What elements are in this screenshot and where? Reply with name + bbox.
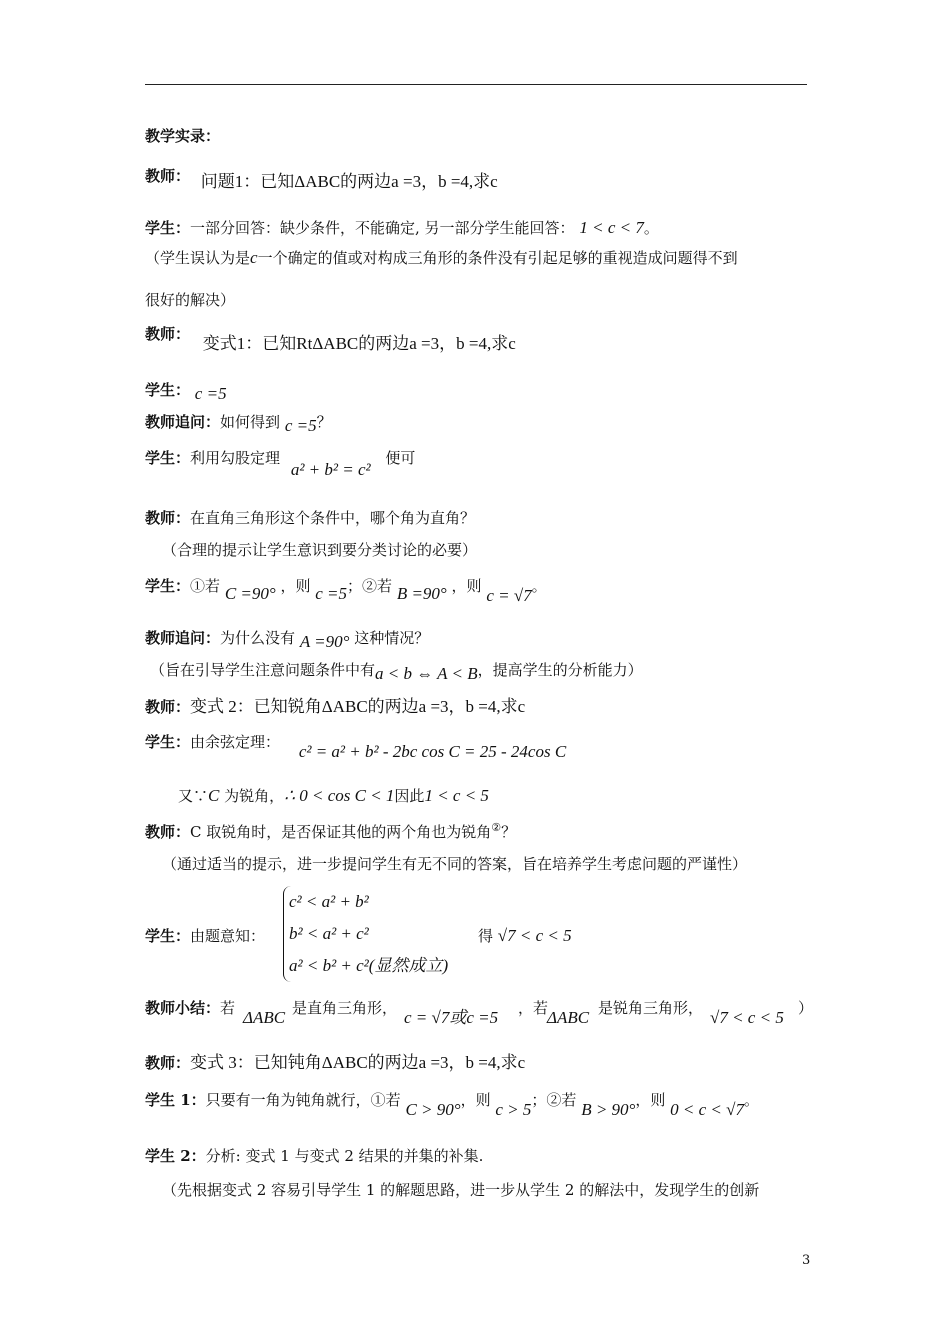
math-inline: a < b ⇔ A < B bbox=[375, 664, 478, 683]
math-text: 问题1：已知ΔABC的两边a =3，b =4,求c bbox=[200, 172, 498, 191]
speaker-label: 学生： bbox=[145, 927, 191, 945]
paragraph-6 bbox=[145, 380, 227, 403]
math-text: 变式 3：已知钝角ΔABC的两边a =3，b =4,求c bbox=[190, 1053, 526, 1072]
body-text: ，则 bbox=[451, 577, 482, 595]
paragraph-18: （通过适当的提示，进一步提问学生有无不同的答案，旨在培养学生考虑问题的严谨性） bbox=[162, 855, 748, 873]
body-text: 。 bbox=[531, 577, 547, 595]
paragraph-1 bbox=[145, 166, 498, 191]
math-inline: C bbox=[208, 786, 220, 805]
paragraph-5 bbox=[145, 324, 516, 353]
math-inline: 1 < c < 7 bbox=[579, 218, 644, 237]
paragraph-17 bbox=[145, 822, 516, 842]
paragraph-9 bbox=[145, 508, 475, 528]
speaker-label: 教师： bbox=[145, 698, 191, 716]
math-inline: c bbox=[250, 248, 258, 267]
speaker-label: 教师： bbox=[145, 167, 191, 185]
math-inline: a² + b² = c² bbox=[290, 460, 371, 479]
inequality-3: a² < b² + c²(显然成立) bbox=[289, 956, 449, 975]
math-inline: 0 < c < √7 bbox=[670, 1100, 744, 1119]
page-number: 3 bbox=[802, 1253, 811, 1268]
body-text: ，则 bbox=[635, 1091, 666, 1109]
section-heading: 教学实录： bbox=[145, 127, 221, 145]
paragraph-15 bbox=[145, 732, 567, 761]
body-text: 由题意知： bbox=[190, 927, 266, 945]
paragraph-7 bbox=[145, 412, 332, 435]
math-inline: √7 < c < 5 bbox=[497, 926, 572, 945]
body-text: 分析: 变式 1 与变式 2 结果的并集的补集. bbox=[205, 1147, 484, 1165]
body-text: ①若 bbox=[190, 577, 221, 595]
speaker-label: 教师： bbox=[145, 509, 191, 527]
paragraph-22 bbox=[145, 1090, 759, 1119]
math-text: 变式 2：已知锐角ΔABC的两边a =3，b =4,求c bbox=[190, 697, 526, 716]
body-text: ） bbox=[798, 999, 814, 1017]
body-text: ；②若 bbox=[347, 577, 393, 595]
speaker-label: 教师： bbox=[145, 1054, 191, 1072]
body-text: ，则 bbox=[280, 577, 311, 595]
math-inline: ΔABC bbox=[243, 1008, 286, 1027]
body-text: 在直角三角形这个条件中，哪个角为直角？ bbox=[190, 509, 476, 527]
paragraph-4: 很好的解决） bbox=[145, 291, 236, 309]
paragraph-16 bbox=[178, 786, 489, 806]
speaker-label: 学生： bbox=[145, 381, 191, 399]
paragraph-11 bbox=[145, 576, 547, 605]
body-text: 得 bbox=[478, 927, 494, 945]
paragraph-3 bbox=[145, 248, 738, 268]
body-text: C 取锐角时，是否保证其他的两个角也为锐角 bbox=[190, 823, 492, 841]
body-text: 这种情况？ bbox=[354, 629, 430, 647]
body-text: 是直角三角形， bbox=[292, 999, 398, 1017]
speaker-label: 学生： bbox=[145, 733, 191, 751]
speaker-label: 教师： bbox=[145, 325, 191, 343]
paragraph-2 bbox=[145, 218, 659, 238]
speaker-label: 教师追问： bbox=[145, 413, 221, 431]
speaker-label: 教师小结： bbox=[145, 999, 221, 1017]
body-text: ？ bbox=[501, 823, 517, 841]
math-inline: c = √7 bbox=[486, 586, 532, 605]
math-inline: ΔABC bbox=[547, 1008, 590, 1027]
body-text: 。 bbox=[743, 1091, 759, 1109]
paragraph-8 bbox=[145, 448, 416, 479]
speaker-label: 教师： bbox=[145, 823, 191, 841]
body-text: 又∵ bbox=[178, 787, 209, 805]
math-inline: c =5 bbox=[315, 584, 348, 603]
math-equation: c² = a² + b² - 2bc cos C = 25 - 24cos C bbox=[298, 742, 567, 761]
speaker-label: 学生： bbox=[145, 219, 191, 237]
inequality-1: c² < a² + b² bbox=[289, 892, 369, 911]
paragraph-23 bbox=[145, 1146, 483, 1166]
body-text: 若 bbox=[220, 999, 236, 1017]
speaker-label: 学生 2： bbox=[145, 1147, 206, 1165]
body-text: 利用勾股定理 bbox=[190, 449, 281, 467]
math-inline: c =5 bbox=[284, 416, 317, 435]
math-inline: 1 < c < 5 bbox=[424, 786, 489, 805]
paragraph-19-result bbox=[478, 926, 572, 946]
math-inline: B > 90° bbox=[581, 1100, 636, 1119]
speaker-label: 学生： bbox=[145, 449, 191, 467]
paragraph-21 bbox=[145, 1053, 525, 1073]
math-inline: A =90° bbox=[299, 632, 350, 651]
body-text: （学生误认为是 bbox=[145, 249, 251, 267]
body-text: 一个确定的值或对构成三角形的条件没有引起足够的重视造成问题得不到 bbox=[257, 249, 738, 267]
body-text: 便可 bbox=[385, 449, 416, 467]
math-inline: c = √7或c =5 bbox=[404, 1008, 499, 1027]
body-text: ？ bbox=[316, 413, 332, 431]
paragraph-20 bbox=[145, 998, 235, 1018]
inequality-2: b² < a² + c² bbox=[289, 924, 369, 943]
paragraph-14 bbox=[145, 697, 525, 717]
body-text: 。 bbox=[643, 219, 659, 237]
speaker-label: 教师追问： bbox=[145, 629, 221, 647]
math-inline: ∴ 0 < cos C < 1 bbox=[284, 786, 395, 805]
body-text: （旨在引导学生注意问题条件中有 bbox=[150, 661, 376, 679]
speaker-label: 学生 1： bbox=[145, 1091, 206, 1109]
body-text: 只要有一角为钝角就行，①若 bbox=[205, 1091, 401, 1109]
body-text: 由余弦定理： bbox=[190, 733, 281, 751]
paragraph-10: （合理的提示让学生意识到要分类讨论的必要） bbox=[162, 541, 478, 559]
paragraph-12 bbox=[145, 628, 430, 651]
body-text: 为什么没有 bbox=[220, 629, 296, 647]
speaker-label: 学生： bbox=[145, 577, 191, 595]
math-inline: √7 < c < 5 bbox=[710, 1008, 784, 1027]
paragraph-24: （先根据变式 2 容易引导学生 1 的解题思路，进一步从学生 2 的解法中，发现学生的创新 bbox=[162, 1181, 760, 1199]
body-text: ；②若 bbox=[531, 1091, 577, 1109]
math-text: 变式1：已知RtΔABC的两边a =3，b =4,求c bbox=[202, 334, 516, 353]
paragraph-13 bbox=[150, 660, 643, 683]
body-text: 是锐角三角形， bbox=[598, 999, 704, 1017]
body-text: ，提高学生的分析能力） bbox=[477, 661, 643, 679]
math-inline: c =5 bbox=[194, 384, 227, 403]
body-text: ，若 bbox=[518, 999, 549, 1017]
math-inline: C =90° bbox=[224, 584, 276, 603]
math-inline: C > 90° bbox=[405, 1100, 461, 1119]
body-text: 为锐角， bbox=[224, 787, 285, 805]
math-inline: B =90° bbox=[396, 584, 447, 603]
body-text: 一部分回答：缺少条件，不能确定, 另一部分学生能回答： bbox=[190, 219, 575, 237]
footnote-marker: ② bbox=[491, 821, 502, 834]
paragraph-19 bbox=[145, 926, 265, 946]
body-text: 如何得到 bbox=[220, 413, 281, 431]
body-text: 因此 bbox=[394, 787, 425, 805]
header-rule bbox=[145, 84, 807, 85]
math-inline: c > 5 bbox=[495, 1100, 532, 1119]
body-text: ，则 bbox=[460, 1091, 491, 1109]
